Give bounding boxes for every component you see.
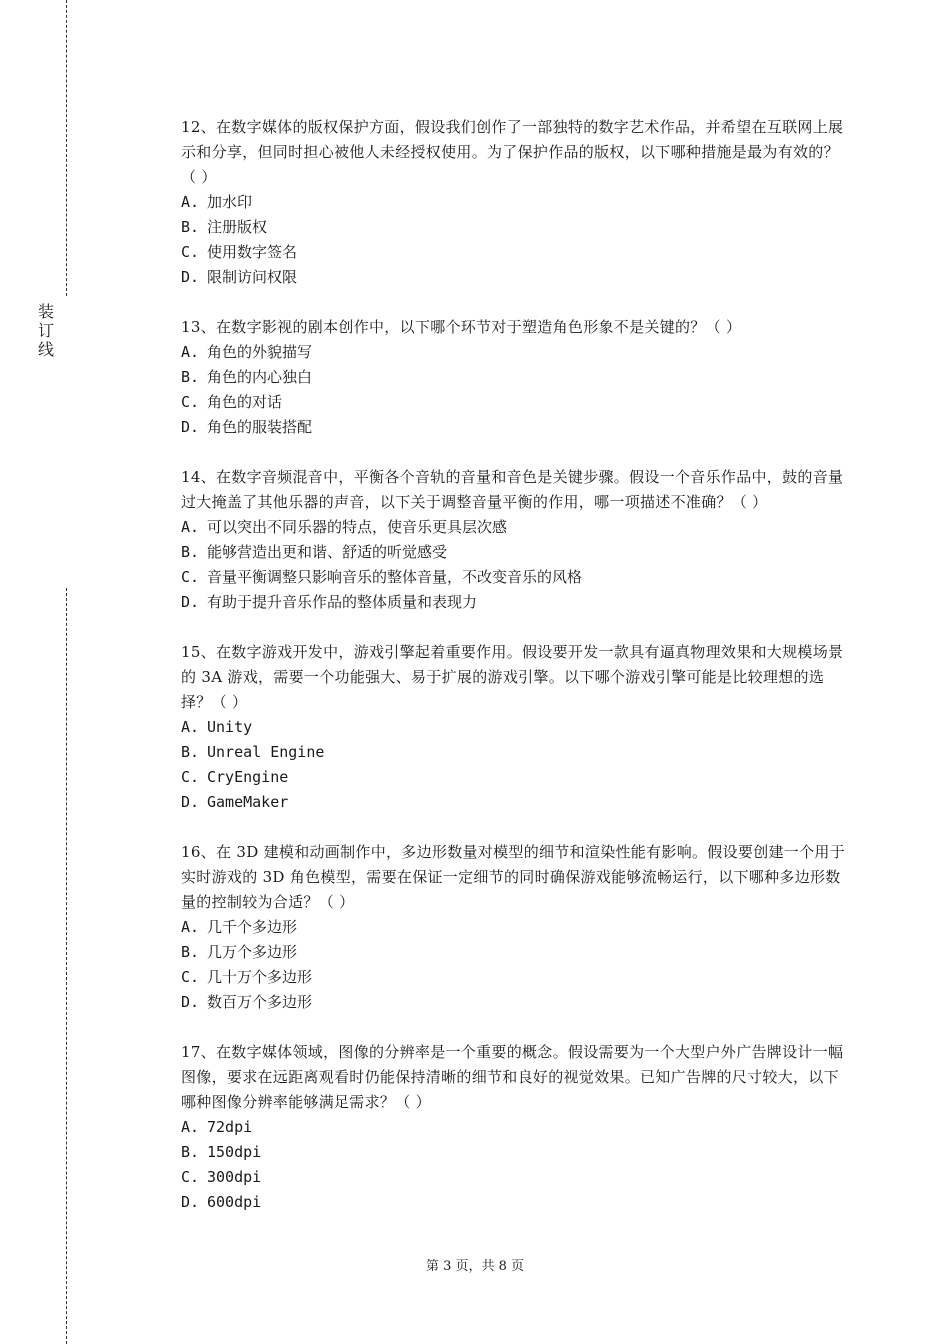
option-b[interactable] <box>181 540 849 565</box>
binding-line-bottom <box>66 588 67 1344</box>
option-letter: D. <box>181 1193 200 1211</box>
option-letter: C. <box>181 243 200 261</box>
option-letter: A. <box>181 718 200 736</box>
option-letter: B. <box>181 943 200 961</box>
option-letter: C. <box>181 568 200 586</box>
option-letter: A. <box>181 518 200 536</box>
option-list <box>181 190 849 290</box>
option-text: GameMaker <box>207 793 289 811</box>
option-d[interactable] <box>181 1190 849 1215</box>
question-stem: 16、在 3D 建模和动画制作中，多边形数量对模型的细节和渲染性能有影响。假设要创建一个用于实时游戏的 3D 角色模型，需要在保证一定细节的同时确保游戏能够流畅运行，以下哪种多边形数量的控制较为合适？（ ） <box>181 843 845 911</box>
question-stem: 14、在数字音频混音中，平衡各个音轨的音量和音色是关键步骤。假设一个音乐作品中，鼓的音量过大掩盖了其他乐器的声音，以下关于调整音量平衡的作用，哪一项描述不准确？（ ） <box>181 468 844 511</box>
option-text: 150dpi <box>207 1143 262 1161</box>
option-letter: D. <box>181 993 200 1011</box>
option-letter: A. <box>181 343 200 361</box>
question-12 <box>181 115 849 290</box>
option-letter: D. <box>181 418 200 436</box>
option-d[interactable] <box>181 265 849 290</box>
binding-label <box>36 302 56 359</box>
option-text: 几万个多边形 <box>207 943 298 961</box>
option-a[interactable] <box>181 190 849 215</box>
option-text: 有助于提升音乐作品的整体质量和表现力 <box>207 593 478 611</box>
option-letter: D. <box>181 793 200 811</box>
option-text: 数百万个多边形 <box>207 993 313 1011</box>
question-stem: 15、在数字游戏开发中，游戏引擎起着重要作用。假设要开发一款具有逼真物理效果和大规模场景的 3A 游戏，需要一个功能强大、易于扩展的游戏引擎。以下哪个游戏引擎可能是比较理想的选择？（ ） <box>181 643 844 711</box>
option-letter: C. <box>181 1168 200 1186</box>
option-list <box>181 515 849 615</box>
option-letter: B. <box>181 1143 200 1161</box>
question-stem: 13、在数字影视的剧本创作中，以下哪个环节对于塑造角色形象不是关键的？（ ） <box>181 318 742 336</box>
binding-char: 装 <box>37 302 54 321</box>
option-text: 角色的服装搭配 <box>207 418 313 436</box>
option-list <box>181 340 849 440</box>
option-text: 角色的对话 <box>207 393 283 411</box>
question-16 <box>181 840 849 1015</box>
binding-char: 线 <box>37 340 54 359</box>
option-text: 加水印 <box>207 193 253 211</box>
question-stem: 17、在数字媒体领域，图像的分辨率是一个重要的概念。假设需要为一个大型户外广告牌设计一幅图像，要求在远距离观看时仍能保持清晰的细节和良好的视觉效果。已知广告牌的尺寸较大，以下哪种图像分辨率能够满足需求？（ ） <box>181 1043 844 1111</box>
option-letter: B. <box>181 368 200 386</box>
option-text: Unreal Engine <box>207 743 325 761</box>
option-text: 能够营造出更和谐、舒适的听觉感受 <box>207 543 448 561</box>
option-a[interactable] <box>181 715 849 740</box>
option-d[interactable] <box>181 790 849 815</box>
option-text: 注册版权 <box>207 218 268 236</box>
page-number: 第 3 页，共 8 页 <box>425 1259 525 1274</box>
question-17 <box>181 1040 849 1215</box>
question-15 <box>181 640 849 815</box>
option-text: 使用数字签名 <box>207 243 298 261</box>
option-list <box>181 1115 849 1215</box>
question-stem: 12、在数字媒体的版权保护方面，假设我们创作了一部独特的数字艺术作品，并希望在互联网上展示和分享，但同时担心被他人未经授权使用。为了保护作品的版权，以下哪种措施是最为有效的？（ ） <box>181 118 844 186</box>
option-list <box>181 915 849 1015</box>
option-letter: D. <box>181 268 200 286</box>
option-d[interactable] <box>181 415 849 440</box>
option-c[interactable] <box>181 390 849 415</box>
option-text: 几千个多边形 <box>207 918 298 936</box>
option-c[interactable] <box>181 965 849 990</box>
option-letter: A. <box>181 1118 200 1136</box>
option-text: 限制访问权限 <box>207 268 298 286</box>
option-text: 几十万个多边形 <box>207 968 313 986</box>
binding-char: 订 <box>37 321 54 340</box>
option-letter: B. <box>181 218 200 236</box>
option-b[interactable] <box>181 1140 849 1165</box>
question-14 <box>181 465 849 615</box>
option-c[interactable] <box>181 1165 849 1190</box>
option-text: 角色的内心独白 <box>207 368 313 386</box>
option-letter: A. <box>181 918 200 936</box>
option-text: 角色的外貌描写 <box>207 343 313 361</box>
option-letter: C. <box>181 968 200 986</box>
option-text: CryEngine <box>207 768 289 786</box>
option-text: 可以突出不同乐器的特点，使音乐更具层次感 <box>207 518 508 536</box>
option-text: 600dpi <box>207 1193 262 1211</box>
option-c[interactable] <box>181 765 849 790</box>
option-letter: C. <box>181 768 200 786</box>
option-b[interactable] <box>181 365 849 390</box>
option-c[interactable] <box>181 240 849 265</box>
option-list <box>181 715 849 815</box>
page-footer <box>0 1258 950 1276</box>
option-letter: B. <box>181 543 200 561</box>
option-text: Unity <box>207 718 253 736</box>
option-d[interactable] <box>181 590 849 615</box>
option-a[interactable] <box>181 1115 849 1140</box>
option-b[interactable] <box>181 740 849 765</box>
question-list <box>181 115 849 1240</box>
option-letter: C. <box>181 393 200 411</box>
option-letter: D. <box>181 593 200 611</box>
option-a[interactable] <box>181 915 849 940</box>
option-a[interactable] <box>181 340 849 365</box>
question-13 <box>181 315 849 440</box>
option-b[interactable] <box>181 940 849 965</box>
option-d[interactable] <box>181 990 849 1015</box>
option-letter: A. <box>181 193 200 211</box>
option-letter: B. <box>181 743 200 761</box>
option-text: 72dpi <box>207 1118 253 1136</box>
option-text: 300dpi <box>207 1168 262 1186</box>
binding-line-top <box>66 0 67 296</box>
option-a[interactable] <box>181 515 849 540</box>
option-c[interactable] <box>181 565 849 590</box>
option-b[interactable] <box>181 215 849 240</box>
option-text: 音量平衡调整只影响音乐的整体音量，不改变音乐的风格 <box>207 568 583 586</box>
